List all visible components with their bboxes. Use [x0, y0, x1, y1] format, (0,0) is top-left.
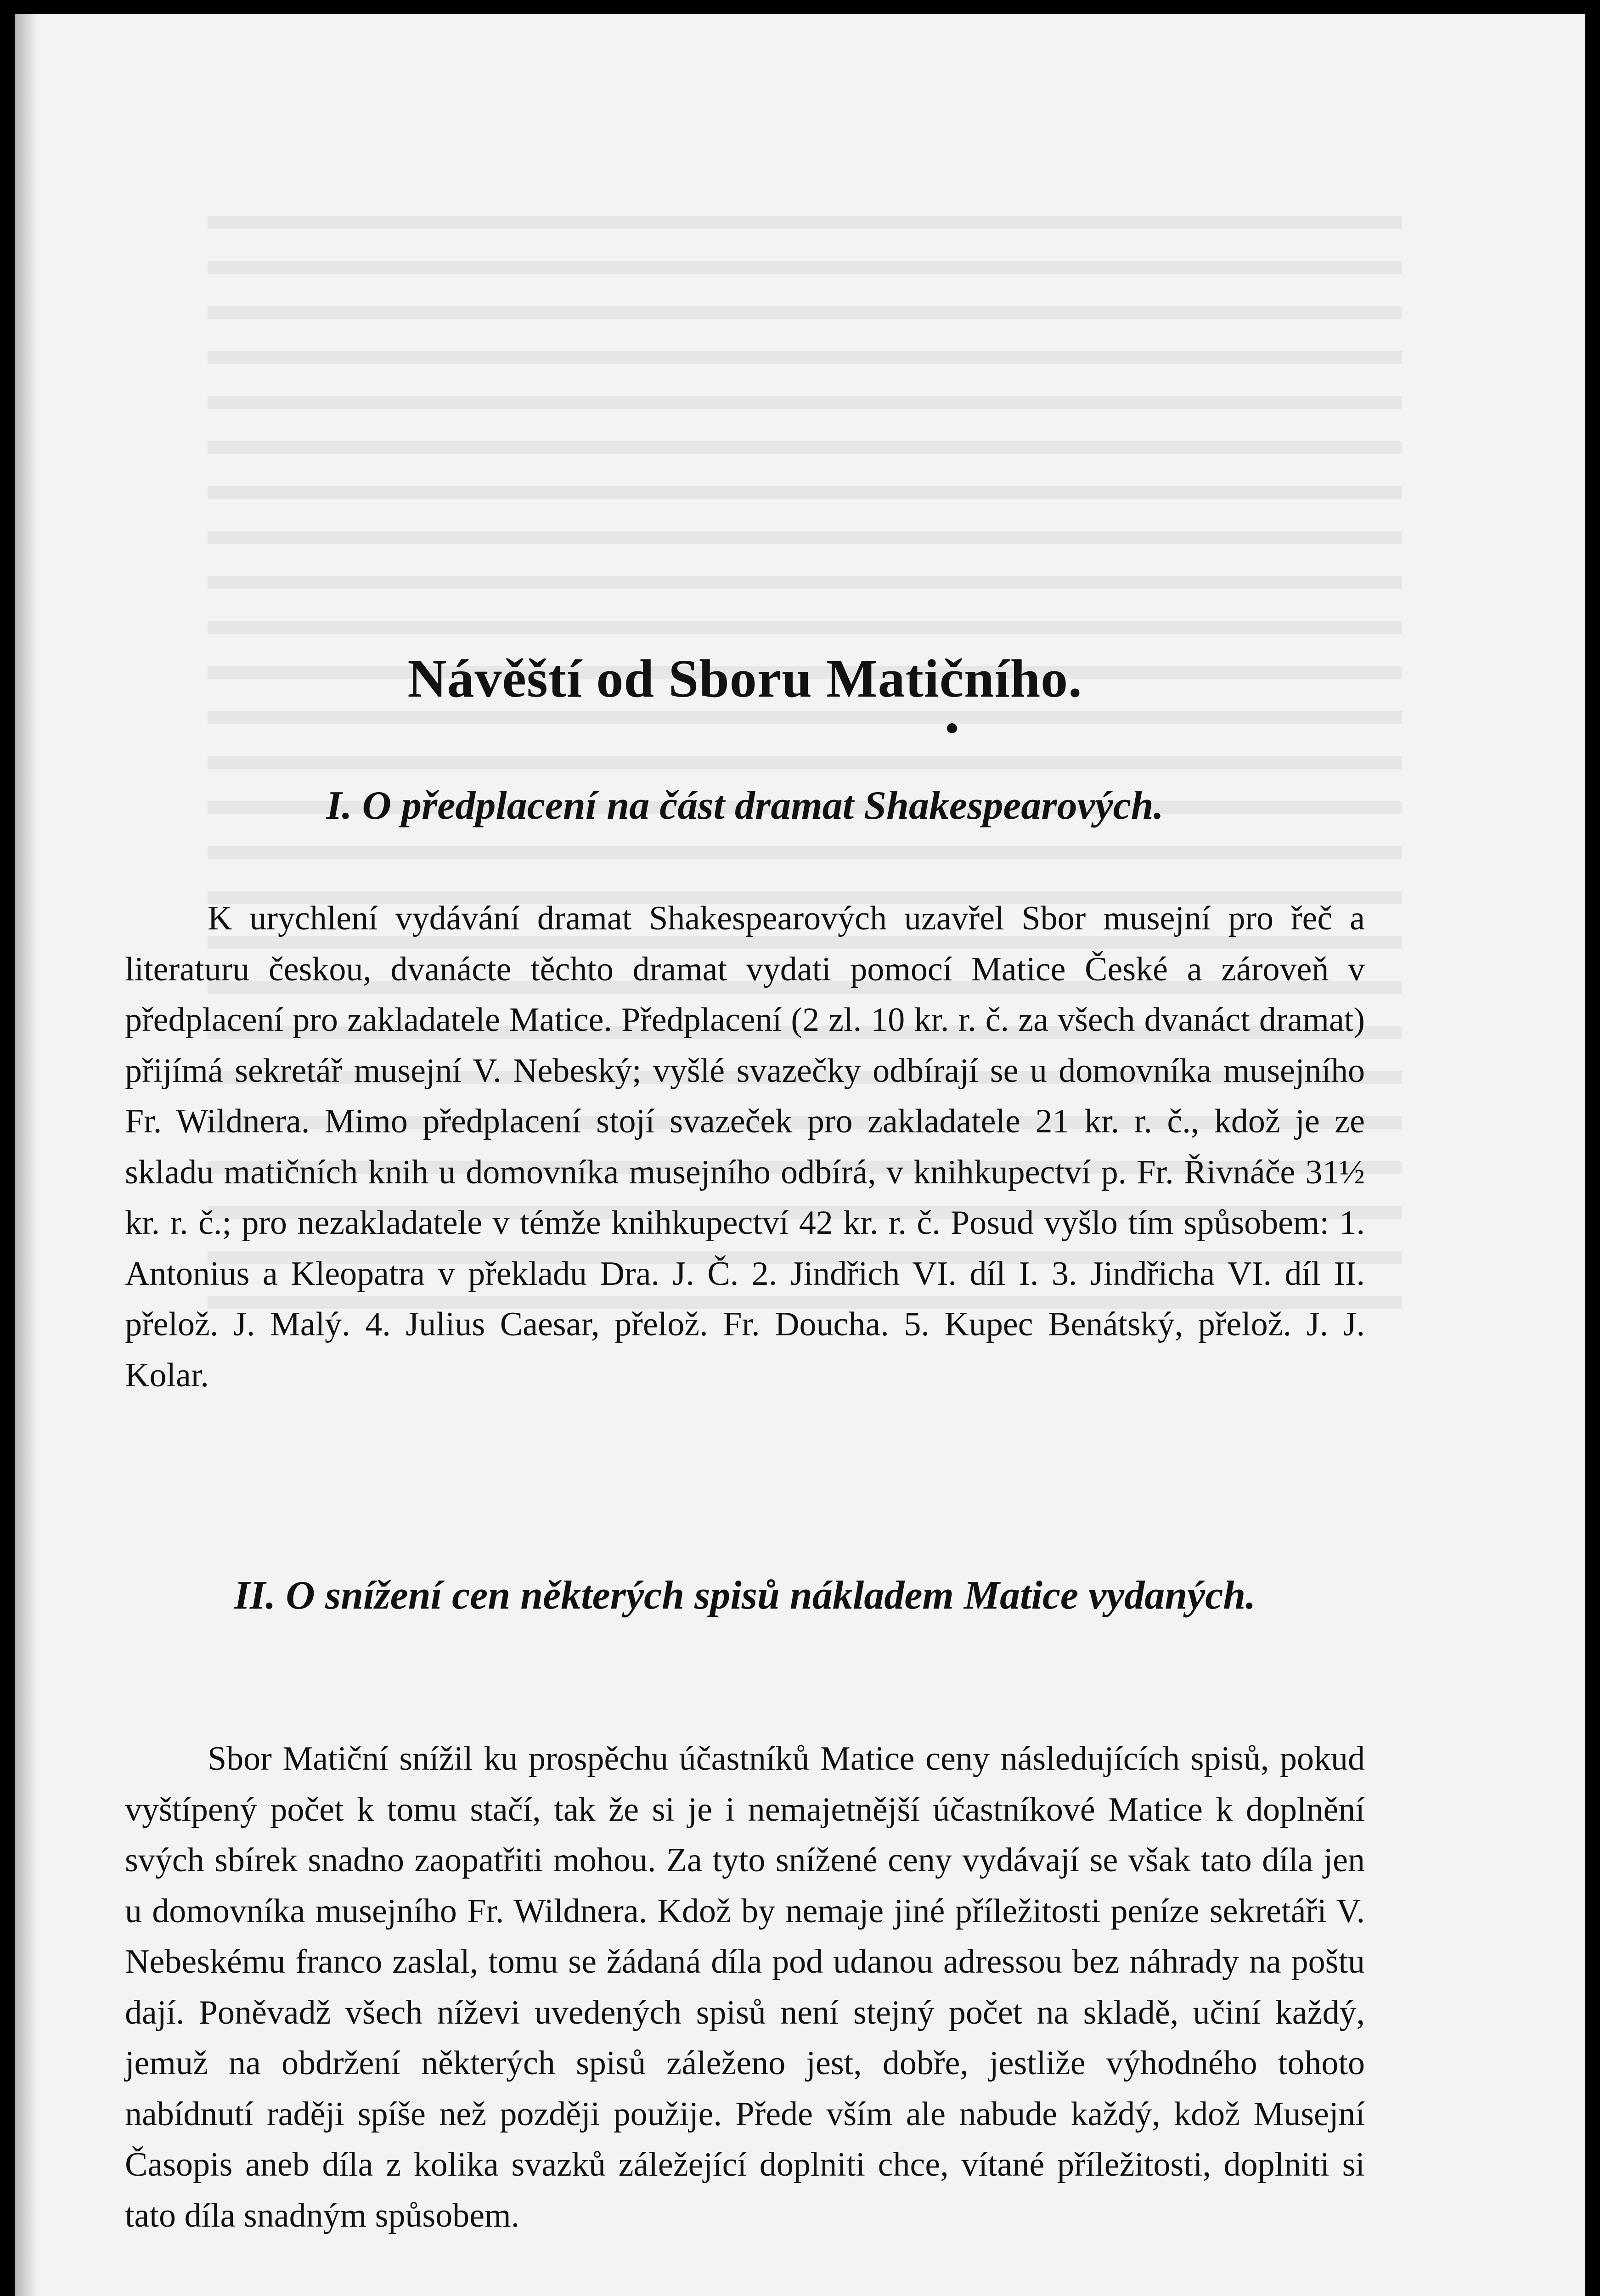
document-page [15, 14, 1585, 2296]
section-1-heading: I. O předplacení na část dramat Shakespearových. [326, 783, 1164, 828]
ornament-dot [947, 723, 957, 733]
section-2-paragraph: Sbor Matiční snížil ku prospěchu účastníků Matice ceny následujících spisů, pokud vyštípený počet k tomu stačí, tak že si je i nemajetnější účastníkové Matice k doplnění svých sbírek snadno zaopatřiti mohou. Za tyto snížené ceny vydávají se však tato díla jen u domovníka musejního Fr. Wildnera. Kdož by nemaje jiné příležitosti peníze sekretáři V. Nebeskému franco zaslal, tomu se žádaná díla pod udanou adressou bez náhrady na poštu dají. Poněvadž všech níževi uvedených spisů není stejný počet na skladě, učiní každý, jemuž na obdržení některých spisů záleženo jest, dobře, jestliže výhodného tohoto nabídnutí raději spíše než později použije. Přede vším ale nabude každý, kdož Musejní Časopis aneb díla z kolika svazků záležející doplniti chce, vítané příležitosti, doplniti si tato díla snadným spůsobem. [125, 1740, 1365, 2234]
section-2-heading: II. O snížení cen některých spisů nákladem Matice vydaných. [234, 1573, 1256, 1618]
page-title: Návěští od Sboru Matičního. [407, 648, 1082, 709]
left-edge-shadow [15, 14, 38, 2296]
section-1-paragraph: K urychlení vydávání dramat Shakespearových uzavřel Sbor musejní pro řeč a literaturu českou, dvanácte těchto dramat vydati pomocí Matice České a zároveň v předplacení pro zakladatele Matice. Předplacení (2 zl. 10 kr. r. č. za všech dvanáct dramat) přijímá sekretář musejní V. Nebeský; vyšlé svazečky odbírají se u domovníka musejního Fr. Wildnera. Mimo předplacení stojí svazeček pro zakladatele 21 kr. r. č., kdož je ze skladu matičních knih u domovníka musejního odbírá, v knihkupectví p. Fr. Řivnáče 31½ kr. r. č.; pro nezakladatele v témže knihkupectví 42 kr. r. č. Posud vyšlo tím spůsobem: 1. Antonius a Kleopatra v překladu Dra. J. Č. 2. Jindřich VI. díl I. 3. Jindřicha VI. díl II. přelož. J. Malý. 4. Julius Caesar, přelož. Fr. Doucha. 5. Kupec Benátský, přelož. J. J. Kolar. [125, 900, 1365, 1394]
